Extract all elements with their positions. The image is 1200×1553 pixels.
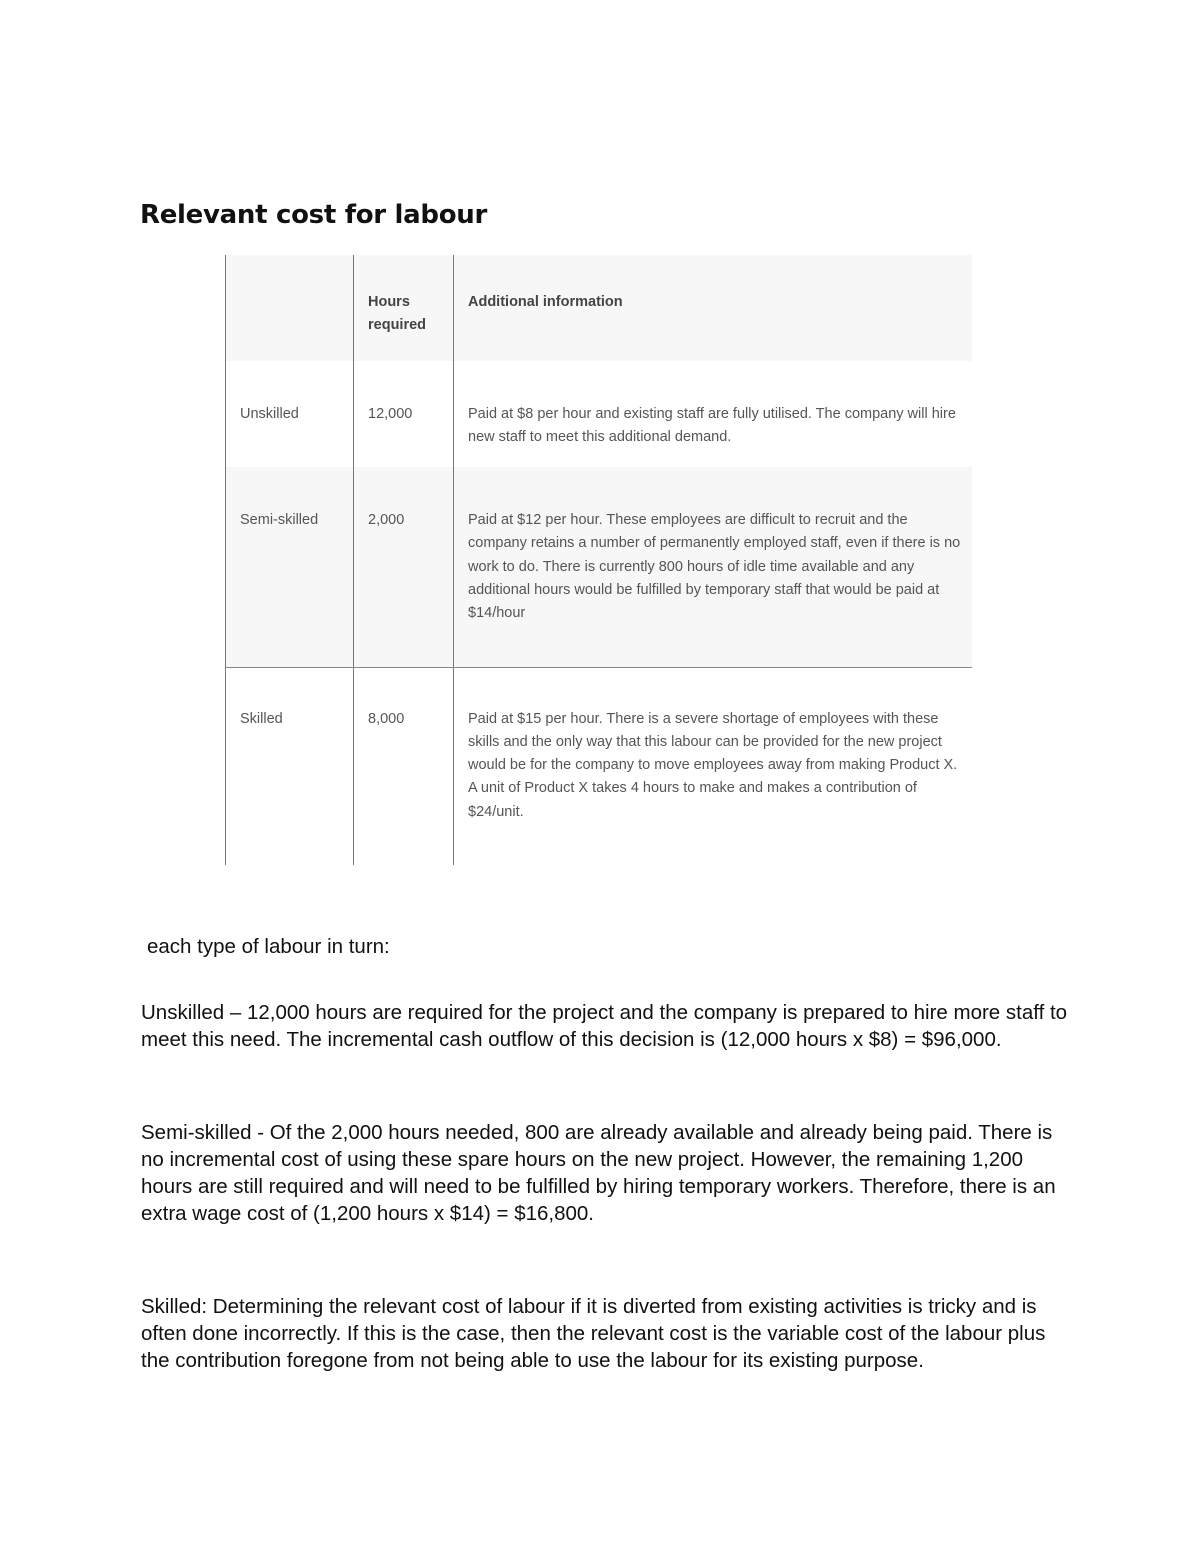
- skilled-paragraph: Skilled: Determining the relevant cost of labour if it is diverted from existing activities is tricky and is often done incorrectly. If this is the case, then the relevant cost is the variable cost of the labour plus the contribution foregone from not being able to use the labour for its existing purpose.: [141, 1295, 1046, 1372]
- table-header-row: [226, 255, 973, 361]
- cell-hours: 8,000: [354, 667, 454, 865]
- cell-info: Paid at $8 per hour and existing staff are fully utilised. The company will hire new staff to meet this additional demand.: [454, 361, 973, 467]
- header-hours-required: Hours required: [354, 255, 454, 361]
- page-title: Relevant cost for labour: [140, 200, 488, 230]
- intro-paragraph: each type of labour in turn:: [147, 935, 390, 958]
- cell-labour-type: Semi-skilled: [226, 467, 354, 667]
- cell-info: Paid at $12 per hour. These employees are difficult to recruit and the company retains a number of permanently employed staff, even if there is no work to do. There is currently 800 hours of idle time available and any additional hours would be fulfilled by temporary staff that would be paid at $14/hour: [454, 467, 973, 667]
- cell-info: Paid at $15 per hour. There is a severe shortage of employees with these skills and the only way that this labour can be provided for the new project would be for the company to move employees away from making Product X. A unit of Product X takes 4 hours to make and makes a contribution of $24/unit.: [454, 667, 973, 865]
- cell-labour-type: Unskilled: [226, 361, 354, 467]
- table-row-skilled: [226, 667, 973, 865]
- cell-labour-type: Skilled: [226, 667, 354, 865]
- header-additional-information: Additional information: [454, 255, 973, 361]
- labour-table-container: [225, 255, 972, 865]
- labour-table: [225, 255, 972, 865]
- table-row-unskilled: [226, 361, 973, 467]
- table-row-semi-skilled: [226, 467, 973, 667]
- cell-hours: 12,000: [354, 361, 454, 467]
- header-labour-type: [226, 255, 354, 361]
- cell-hours: 2,000: [354, 467, 454, 667]
- semi-skilled-paragraph: Semi-skilled - Of the 2,000 hours needed, 800 are already available and already being paid. There is no incremental cost of using these spare hours on the new project. However, the remaining 1,200 hours are still required and will need to be fulfilled by hiring temporary workers. Therefore, there is an extra wage cost of (1,200 hours x $14) = $16,800.: [141, 1121, 1056, 1225]
- unskilled-paragraph: Unskilled – 12,000 hours are required for the project and the company is prepared to hire more staff to meet this need. The incremental cash outflow of this decision is (12,000 hours x $8) = $96,000.: [141, 1001, 1068, 1051]
